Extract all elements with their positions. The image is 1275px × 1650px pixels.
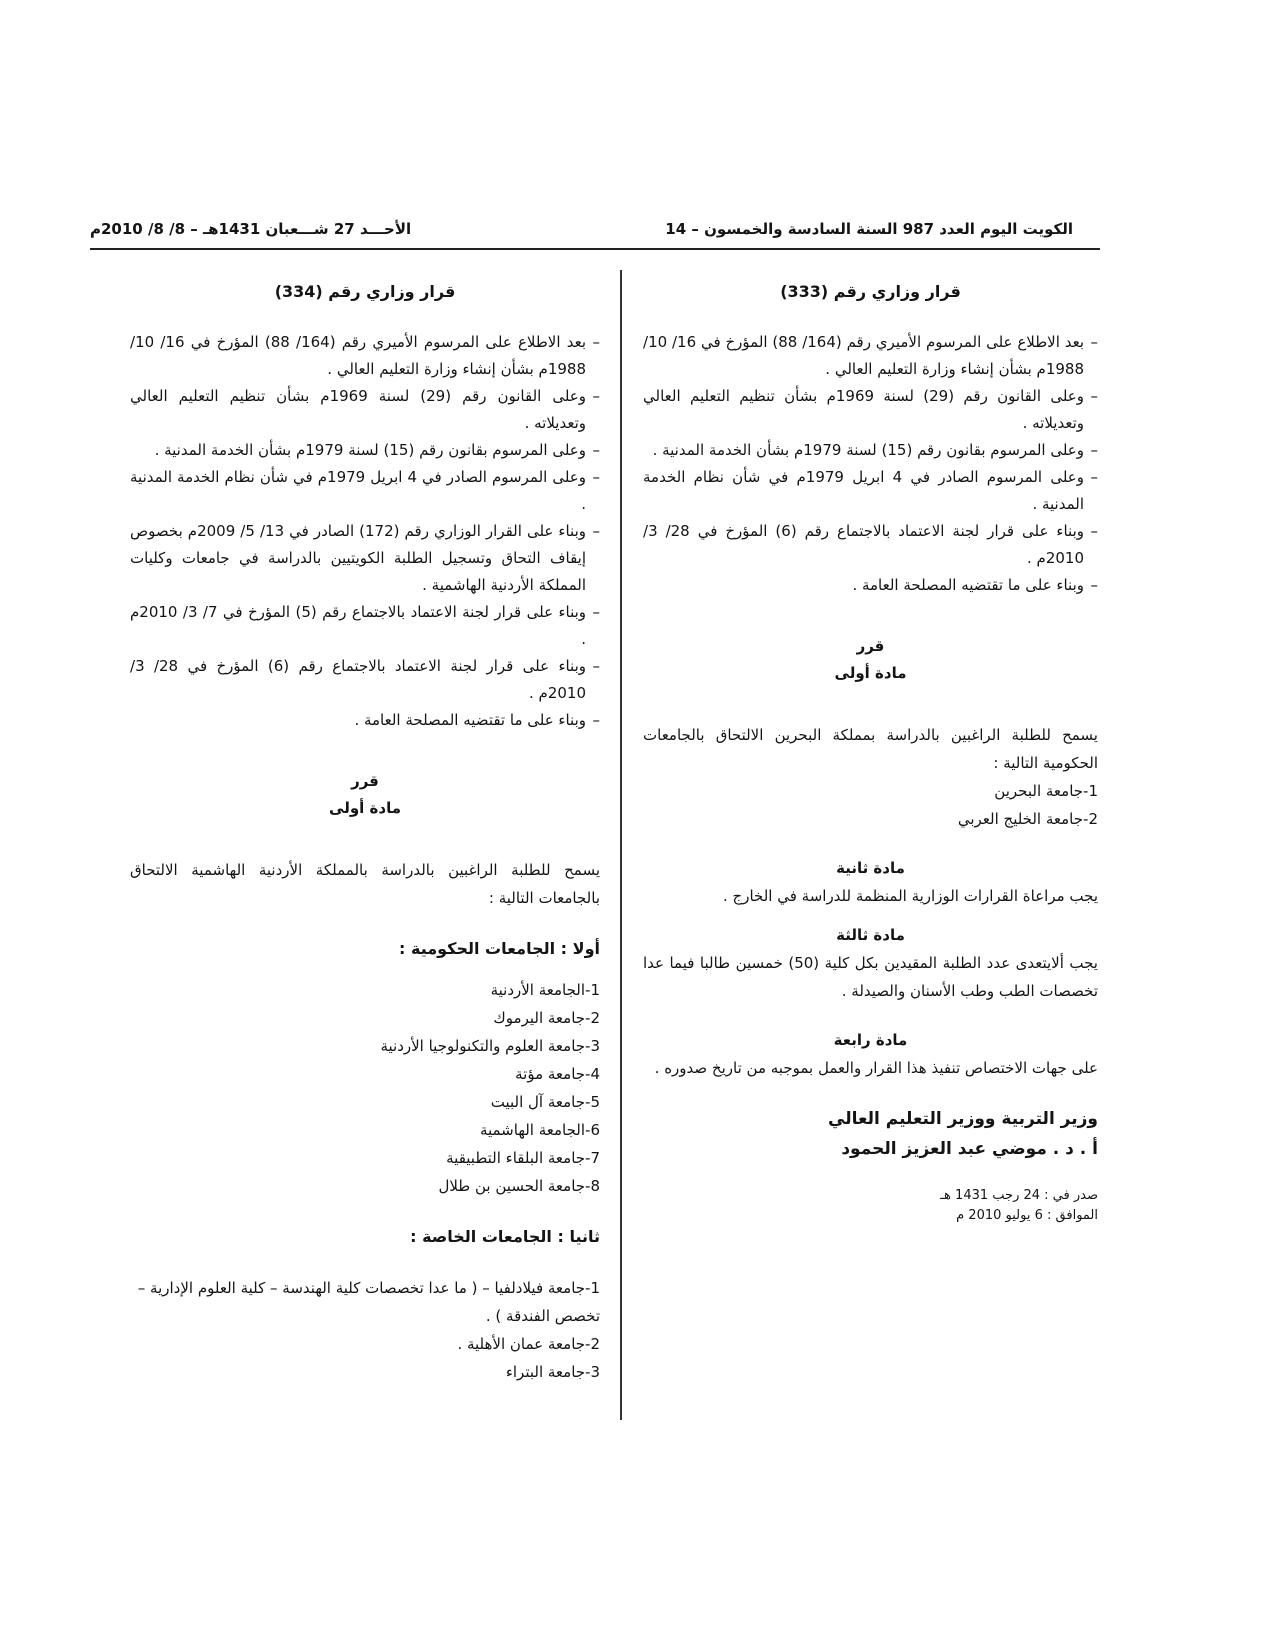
university-item: 8-جامعة الحسين بن طلال bbox=[438, 1177, 600, 1195]
university-item: 2-جامعة اليرموك bbox=[493, 1009, 600, 1027]
decision-334-clause: – وعلى القانون رقم (29) لسنة 1969م بشأن تنظيم التعليم العالي وتعديلاته . bbox=[130, 383, 600, 437]
decision-334-title: قرار وزاري رقم (334) bbox=[274, 282, 456, 301]
article-1-title: مادة أولى bbox=[834, 664, 907, 682]
decision-333-clause: – بعد الاطلاع على المرسوم الأميري رقم (164/ 88) المؤرخ في 16/ 10/ 1988م بشأن إنشاء وزارة التعليم العالي . bbox=[643, 329, 1098, 383]
decision-333-column bbox=[643, 268, 1098, 1226]
article-2-text: يجب مراعاة القرارات الوزارية المنظمة للدراسة في الخارج . bbox=[723, 887, 1098, 905]
decision-334-clause: – بعد الاطلاع على المرسوم الأميري رقم (164/ 88) المؤرخ في 16/ 10/ 1988م بشأن إنشاء وزارة التعليم العالي . bbox=[130, 329, 600, 383]
article-4-text: على جهات الاختصاص تنفيذ هذا القرار والعمل بموجبه من تاريخ صدوره . bbox=[654, 1059, 1098, 1077]
decision-334-clause: – وبناء على القرار الوزاري رقم (172) الصادر في 13/ 5/ 2009م بخصوص إيقاف التحاق وتسجيل الطلبة الكويتيين بالدراسة في جامعات وكليات المملكة الأردنية الهاشمية . bbox=[130, 518, 600, 599]
decision-333-title: قرار وزاري رقم (333) bbox=[780, 282, 961, 301]
article-4-title: مادة رابعة bbox=[833, 1031, 908, 1049]
university-item: 2-جامعة الخليج العربي bbox=[957, 810, 1098, 828]
university-item: 5-جامعة آل البيت bbox=[490, 1093, 600, 1111]
university-item: 1-الجامعة الأردنية bbox=[490, 981, 600, 999]
decision-333-clause: – وبناء على ما تقتضيه المصلحة العامة . bbox=[643, 572, 1098, 599]
page-header-issue: الكويت اليوم العدد 987 السنة السادسة والخمسون – 14 bbox=[665, 220, 1073, 238]
university-item: 2-جامعة عمان الأهلية . bbox=[457, 1335, 600, 1353]
article-3-text: يجب ألايتعدى عدد الطلبة المقيدين بكل كلية (50) خمسين طالبا فيما عدا تخصصات الطب وطب الأسنان والصيدلة . bbox=[643, 954, 1098, 1000]
article-1-text: يسمح للطلبة الراغبين بالدراسة بمملكة البحرين الالتحاق بالجامعات الحكومية التالية : bbox=[643, 726, 1098, 772]
decision-334-clause: – وعلى المرسوم الصادر في 4 ابريل 1979م في شأن نظام الخدمة المدنية . bbox=[130, 464, 600, 518]
university-item: 3-جامعة العلوم والتكنولوجيا الأردنية bbox=[380, 1037, 600, 1055]
article-1-title: مادة أولى bbox=[329, 799, 401, 817]
decided-heading: قرر bbox=[351, 772, 379, 790]
minister-name: أ . د . موضي عبد العزيز الحمود bbox=[841, 1139, 1098, 1159]
column-divider bbox=[620, 270, 622, 1420]
decision-334-clause: – وبناء على ما تقتضيه المصلحة العامة . bbox=[130, 707, 600, 734]
page-header-date: الأحـــد 27 شـــعبان 1431هـ – 8/ 8/ 2010م bbox=[90, 220, 412, 238]
university-item: 1-جامعة فيلادلفيا – ( ما عدا تخصصات كلية الهندسة – كلية العلوم الإدارية – تخصص الفندقة ) . bbox=[137, 1279, 600, 1325]
university-item: 3-جامعة البتراء bbox=[505, 1363, 600, 1381]
decision-333-clause: – وعلى المرسوم بقانون رقم (15) لسنة 1979م بشأن الخدمة المدنية . bbox=[643, 437, 1098, 464]
university-item: 6-الجامعة الهاشمية bbox=[479, 1121, 600, 1139]
article-3-title: مادة ثالثة bbox=[836, 926, 905, 944]
article-1-text: يسمح للطلبة الراغبين بالدراسة بالمملكة الأردنية الهاشمية الالتحاق بالجامعات التالية : bbox=[130, 861, 600, 907]
university-item: 7-جامعة البلقاء التطبيقية bbox=[446, 1149, 600, 1167]
decision-333-clause: – وعلى المرسوم الصادر في 4 ابريل 1979م في شأن نظام الخدمة المدنية . bbox=[643, 464, 1098, 518]
decision-334-clause: – وبناء على قرار لجنة الاعتماد بالاجتماع رقم (6) المؤرخ في 28/ 3/ 2010م . bbox=[130, 653, 600, 707]
header-divider bbox=[90, 248, 1100, 250]
decision-334-clause: – وعلى المرسوم بقانون رقم (15) لسنة 1979م بشأن الخدمة المدنية . bbox=[130, 437, 600, 464]
university-item: 1-جامعة البحرين bbox=[994, 782, 1098, 800]
decision-333-clause: – وبناء على قرار لجنة الاعتماد بالاجتماع رقم (6) المؤرخ في 28/ 3/ 2010م . bbox=[643, 518, 1098, 572]
minister-title: وزير التربية ووزير التعليم العالي bbox=[828, 1109, 1098, 1129]
issued-date-gregorian: الموافق : 6 يوليو 2010 م bbox=[956, 1208, 1098, 1223]
private-universities-heading: ثانيا : الجامعات الخاصة : bbox=[410, 1227, 600, 1246]
university-item: 4-جامعة مؤتة bbox=[515, 1065, 600, 1083]
decision-333-clause: – وعلى القانون رقم (29) لسنة 1969م بشأن تنظيم التعليم العالي وتعديلاته . bbox=[643, 383, 1098, 437]
government-universities-heading: أولا : الجامعات الحكومية : bbox=[399, 939, 600, 958]
decision-334-column bbox=[130, 268, 600, 1386]
decision-334-clause: – وبناء على قرار لجنة الاعتماد بالاجتماع رقم (5) المؤرخ في 7/ 3/ 2010م . bbox=[130, 599, 600, 653]
article-2-title: مادة ثانية bbox=[836, 859, 905, 877]
issued-date-hijri: صدر في : 24 رجب 1431 هـ bbox=[940, 1188, 1098, 1203]
decided-heading: قرر bbox=[856, 637, 885, 655]
